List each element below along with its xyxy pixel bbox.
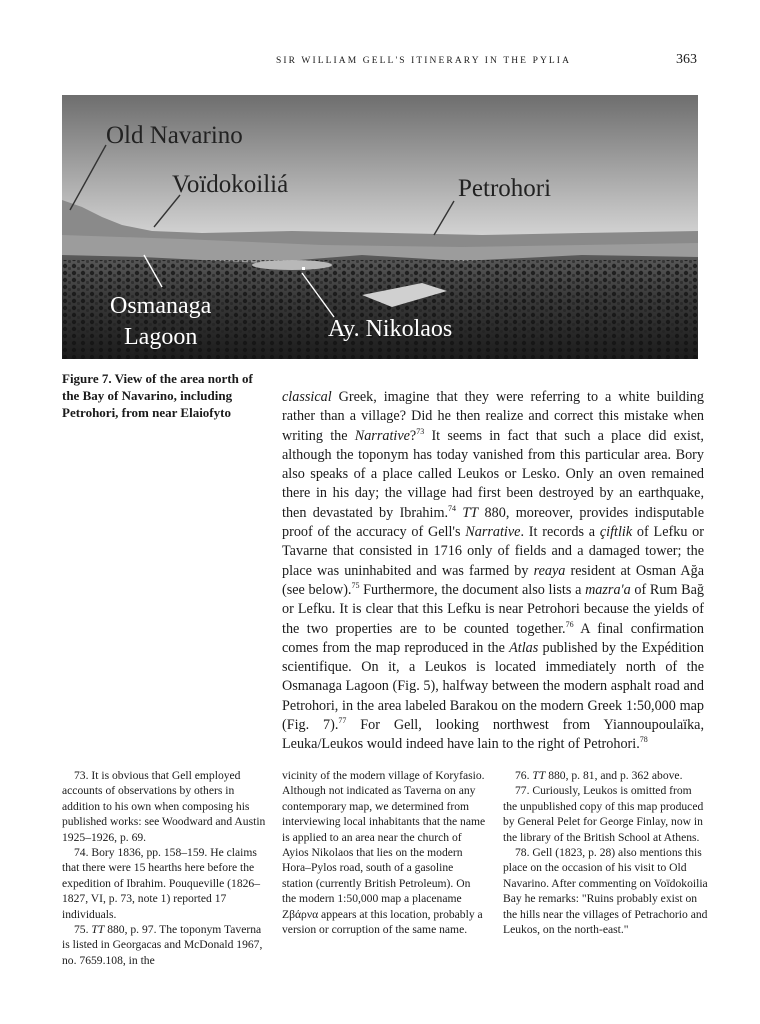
footnote-ref-78: 78	[639, 735, 648, 745]
footnotes-column-2	[282, 768, 487, 937]
label-osmanaga-line2: Lagoon	[124, 324, 198, 350]
footnote-ref-73: 73	[416, 426, 425, 436]
page-number: 363	[676, 52, 697, 67]
body-span: mazra'a	[585, 581, 631, 598]
footnote-75-continued: vicinity of the modern village of Koryfasio. Although not indicated as Taverna on any contemporary map, we determined from interviewing local inhabitants that the name is applied to an area near the church of Ayios Nikolaos that lies on the modern Hora–Pylos road, south of a gasoline station (currently British Petroleum). On the modern 1:50,000 map a placename Ζβάρνα appears at this location, probably a version or corruption of the same name.	[282, 769, 486, 937]
footnote-span: 880, p. 81, and p. 362 above.	[545, 769, 683, 782]
body-span: A final confirmation comes from the map reproduced in the	[282, 620, 704, 656]
body-span: Greek, imagine that they were referring to a white building rather than a village? Did he then realize and correct this mistake when writing the	[282, 389, 704, 444]
lagoon	[252, 260, 332, 270]
body-span: ?	[409, 427, 417, 444]
footnote-span: TT	[532, 769, 546, 782]
body-span: Narrative	[465, 524, 521, 541]
label-old-navarino: Old Navarino	[106, 122, 243, 149]
footnote-75	[62, 922, 267, 968]
figure-caption: Figure 7. View of the area north of the Bay of Navarino, including Petrohori, from near Elaiofyto	[62, 371, 253, 420]
label-osmanaga-line1: Osmanaga	[110, 293, 212, 319]
body-span: published by the Expédition scientifique. On it, a Leukos is located immediately north of the Osmanaga Lagoon (Fig. 5), halfway between the modern asphalt road and Petrohori, in the area labeled Barakou on the modern Greek 1:50,000 map (Fig. 7).	[282, 639, 704, 734]
label-petrohori: Petrohori	[458, 175, 552, 202]
body-span: of Rum Bağ or Lefku. It is clear that this Lefku is near Petrohori because the yields of the two properties are to be counted together.	[282, 581, 704, 637]
body-span: Furthermore, the document also lists a	[359, 581, 586, 598]
body-span: resident at Osman Ağa (see below).	[282, 562, 704, 598]
footnote-ref-74: 74	[448, 503, 457, 513]
landscape-photo	[62, 95, 698, 359]
figure-7-photo	[62, 95, 698, 359]
footnote-78: 78. Gell (1823, p. 28) also mentions this place on the occasion of his visit to Old Navarino. After commenting on Voïdokoilia Bay he remarks: "Ruins probably exist on the hills near the villages of Petrachorio and Leukos, on the north-east."	[503, 846, 708, 937]
footnote-77: 77. Curiously, Leukos is omitted from the unpublished copy of this map produced by General Pelet for George Finlay, now in the library of the British School at Athens.	[503, 784, 704, 844]
label-voidokoilia: Voïdokoiliá	[172, 171, 289, 198]
footnote-ref-76: 76	[565, 619, 574, 629]
body-span: reaya	[533, 562, 566, 579]
body-paragraph	[282, 388, 704, 755]
running-head: SIR WILLIAM GELL'S ITINERARY IN THE PYLIA	[276, 56, 572, 66]
body-span: TT	[462, 504, 479, 521]
body-span: For Gell, looking northwest from Yiannoupoulaïka, Leuka/Leukos would indeed have lain to the right of Petrohori.	[282, 717, 705, 753]
body-span: It seems in fact that such a place did exist, although the toponym has today vanished from this particular area. Bory also speaks of a place called Leukos or Lesko. Only an oven remained there in his day; the village had first been destroyed by an earthquake, then devastated by Ibrahim.	[282, 427, 704, 521]
label-ay-nikolaos: Ay. Nikolaos	[328, 316, 453, 342]
footnote-73: 73. It is obvious that Gell employed accounts of observations by others in addition to his own when composing his published works: see Woodward and Austin 1925–1926, p. 69.	[62, 769, 266, 844]
footnote-span: TT	[91, 923, 105, 937]
footnote-span: 75.	[74, 923, 92, 937]
body-span: . It records a	[520, 524, 600, 541]
body-span: çiftlik	[599, 524, 633, 541]
body-span: Atlas	[509, 639, 539, 656]
church-marker	[302, 267, 305, 270]
footnote-ref-75: 75	[351, 580, 360, 590]
footnote-74: 74. Bory 1836, pp. 158–159. He claims that there were 15 hearths here before the expedition of Ibrahim. Pouqueville (1826–1827, VI, p. 73, note 1) reported 17 individuals.	[62, 846, 261, 921]
body-span: Narrative	[354, 427, 410, 444]
body-span: of Lefku or Tavarne that consisted in 1716 only of fields and a damaged tower; the place was uninhabited and was farmed by	[282, 524, 705, 579]
body-span: classical	[282, 389, 332, 405]
footnotes-column-3	[503, 768, 708, 937]
body-span: 880, moreover, provides indisputable proof of the accuracy of Gell's	[282, 504, 704, 541]
footnote-span: 76.	[515, 769, 533, 782]
footnote-ref-77: 77	[338, 716, 347, 726]
footnote-76	[503, 768, 708, 783]
footnotes-column-1	[62, 768, 267, 968]
footnote-span: 880, p. 97. The toponym Taverna is listed in Georgacas and McDonald 1967, no. 7659.108, in the	[62, 923, 263, 967]
